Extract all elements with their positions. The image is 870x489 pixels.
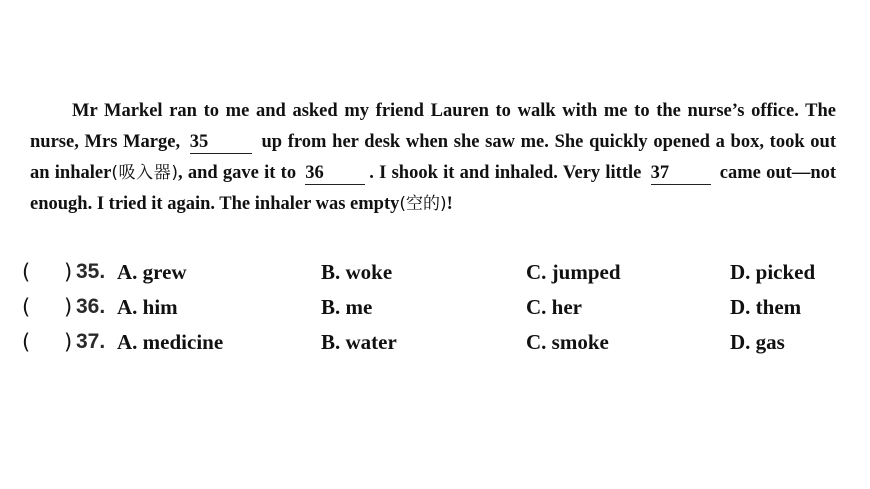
answer-blank-37: 37 [651,162,711,185]
passage-line: and inhaled. Very little [459,163,647,183]
option-d[interactable]: D. them [730,295,802,319]
answer-blank-36: 36 [305,162,365,185]
answer-paren-open[interactable]: ( [22,260,31,284]
question-35 [0,260,870,292]
answer-paren-open[interactable]: ( [22,330,31,354]
option-c[interactable]: C. her [526,295,582,319]
answer-paren-close: ) [64,330,73,354]
option-a[interactable]: A. medicine [117,330,224,354]
question-number: 37. [76,330,106,353]
option-c[interactable]: C. jumped [526,260,621,284]
answer-paren-open[interactable]: ( [22,295,31,319]
passage-line: . I shook it [369,163,455,183]
question-37 [0,330,870,362]
question-36 [0,295,870,327]
option-b[interactable]: B. woke [321,260,393,284]
passage-line: office. The nurse, Mrs Marge, [30,101,836,152]
passage-line: empty [350,194,400,214]
passage-line: quickly opened a box, took out an inhaler [30,132,837,183]
chinese-gloss: (空的) [399,194,447,214]
passage-line: Mr Markel ran to me and asked my friend Lauren to walk with me to the nurse’s [72,101,745,121]
answer-paren-close: ) [64,260,73,284]
question-number: 35. [76,260,106,283]
option-c[interactable]: C. smoke [526,330,609,354]
question-number: 36. [76,295,106,318]
option-b[interactable]: B. water [321,330,397,354]
option-a[interactable]: A. grew [117,260,187,284]
option-d[interactable]: D. picked [730,260,816,284]
option-a[interactable]: A. him [117,295,178,319]
passage-line: came out—not enough. I tried it again. The inhaler was [30,163,837,214]
passage-line: ! [446,194,453,214]
answer-paren-close: ) [64,295,73,319]
passage-text [30,96,836,220]
option-d[interactable]: D. gas [730,330,785,354]
answer-blank-35: 35 [190,131,252,154]
passage-line: up from her desk when she saw me. She [255,132,584,152]
passage-line: , and gave it to [178,163,302,183]
option-b[interactable]: B. me [321,295,373,319]
chinese-gloss: (吸入器) [111,163,179,183]
